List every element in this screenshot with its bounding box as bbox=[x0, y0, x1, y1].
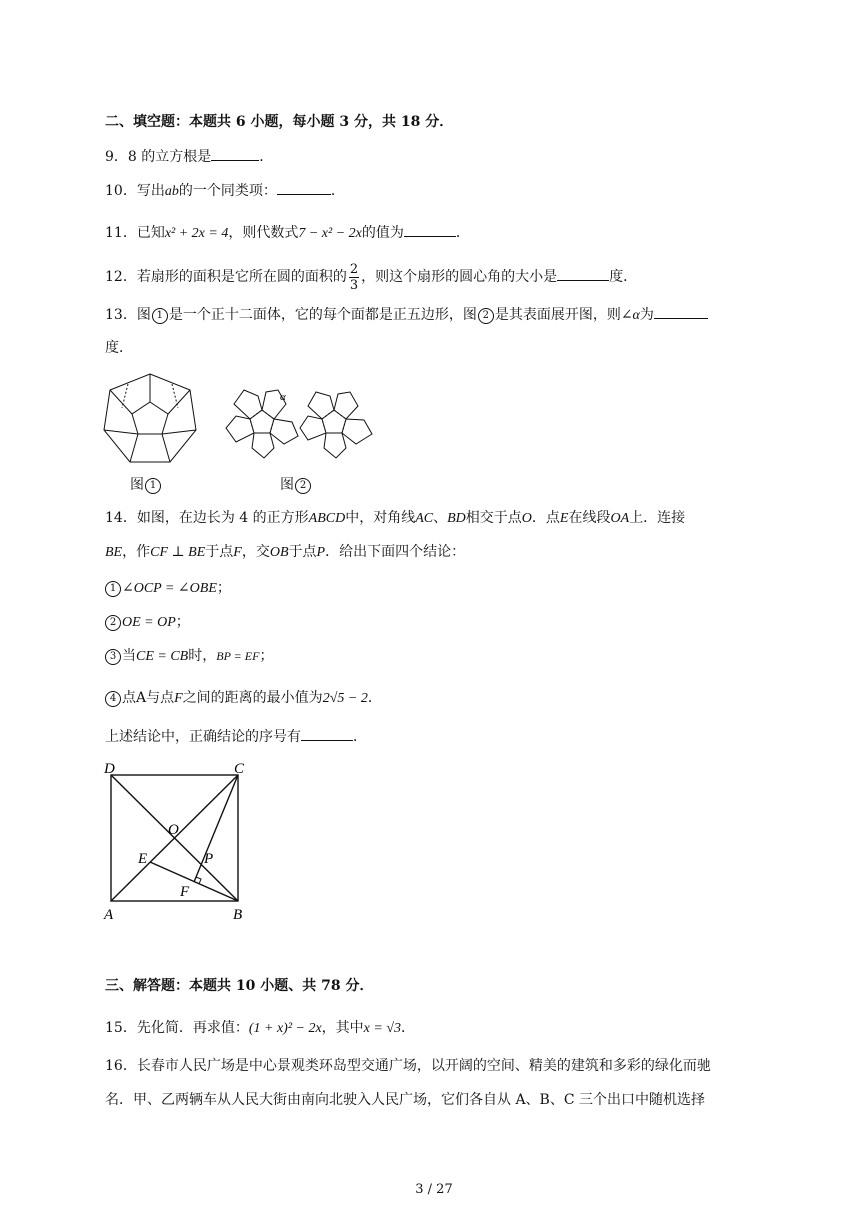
q9-number: 9． bbox=[105, 149, 128, 165]
circled-2: 2 bbox=[295, 478, 311, 494]
point-e: E bbox=[559, 511, 569, 526]
net-center-pentagon-left bbox=[250, 410, 274, 433]
question-15 bbox=[105, 1018, 415, 1039]
q14-text: ，作 bbox=[122, 544, 151, 560]
statement-end: ； bbox=[259, 648, 274, 664]
q11-pre: 已知 bbox=[136, 225, 165, 241]
q15-expression: (1 + x)² − 2x bbox=[248, 1021, 322, 1036]
dodecahedron-figure bbox=[100, 372, 200, 468]
q11-end: ． bbox=[455, 225, 470, 241]
angle-alpha: ∠α bbox=[620, 308, 640, 323]
q13-post: 是其表面展开图，则 bbox=[494, 307, 621, 323]
label-f: F bbox=[180, 884, 190, 900]
statement-1 bbox=[104, 578, 231, 599]
label-p: P bbox=[204, 851, 214, 867]
q13-mid: 是一个正十二面体，它的每个面都是正五边形，图 bbox=[168, 307, 477, 323]
figure-2-caption bbox=[280, 476, 312, 494]
q14-text: 上．连接 bbox=[629, 510, 686, 526]
segment-cf-line bbox=[194, 775, 238, 882]
statement-end: ； bbox=[216, 580, 231, 596]
circled-1: 1 bbox=[105, 581, 121, 597]
q14-text: ．给出下面四个结论： bbox=[325, 544, 466, 560]
q10-number: 10． bbox=[105, 183, 137, 199]
fraction-two-thirds bbox=[349, 262, 359, 293]
cf-perpendicular-be: CF ⊥ BE bbox=[150, 545, 206, 560]
diagonal-bd: BD bbox=[447, 511, 466, 526]
circled-2: 2 bbox=[105, 615, 121, 631]
statement-4 bbox=[104, 688, 382, 709]
q11-expression: 7 − x² − 2x bbox=[298, 226, 362, 241]
statement-1-formula: ∠OCP = ∠OBE bbox=[122, 581, 217, 596]
statement-end: ． bbox=[367, 690, 382, 706]
point-f: F bbox=[174, 691, 183, 706]
question-16-line1 bbox=[105, 1056, 711, 1076]
statement-3-formula: BP = EF bbox=[216, 649, 260, 663]
point-f: F bbox=[233, 545, 242, 560]
figure-1-caption bbox=[130, 476, 162, 494]
statement-end: ； bbox=[175, 614, 190, 630]
q12-post: ，则这个扇形的圆心角的大小是 bbox=[361, 269, 558, 285]
circled-3: 3 bbox=[105, 649, 121, 665]
q12-number: 12． bbox=[105, 269, 137, 285]
q10-expr: ab bbox=[164, 184, 179, 199]
question-14-line2 bbox=[105, 542, 465, 563]
page-number: 3 / 27 bbox=[415, 1182, 453, 1197]
section-2-heading: 二、填空题：本题共 6 小题，每小题 3 分，共 18 分． bbox=[105, 114, 454, 130]
q9-end: ． bbox=[259, 149, 274, 165]
net-petal bbox=[334, 392, 358, 419]
figure-2-label: 图 bbox=[280, 477, 294, 493]
statement-4-text: 点A与点 bbox=[122, 690, 175, 706]
q13-number: 13． bbox=[105, 307, 137, 323]
circled-2: 2 bbox=[478, 308, 494, 324]
statement-3-text: 当 bbox=[122, 648, 136, 664]
q11-mid: ，则代数式 bbox=[228, 225, 299, 241]
net-petal bbox=[234, 390, 262, 419]
question-12 bbox=[105, 258, 637, 296]
label-c: C bbox=[234, 761, 245, 777]
q12-pre: 若扇形的面积是它所在圆的面积的 bbox=[136, 269, 347, 285]
q14-number: 14． bbox=[105, 510, 137, 526]
square-abcd: ABCD bbox=[308, 511, 346, 526]
net-petal bbox=[226, 416, 254, 442]
q14-text: 如图，在边长为 4 的正方形 bbox=[136, 510, 309, 526]
statement-4-value: 2√5 − 2 bbox=[322, 691, 368, 706]
dodecahedron-net-figure bbox=[222, 376, 382, 466]
answer-blank[interactable] bbox=[404, 222, 456, 237]
net-center-pentagon-right bbox=[322, 410, 346, 433]
q14-summary-end: ． bbox=[353, 729, 367, 745]
question-11 bbox=[105, 222, 470, 244]
q16-text: 长春市人民广场是中心景观类环岛型交通广场，以开阔的空间、精美的建筑和多彩的绿化而驰 bbox=[136, 1058, 711, 1074]
q12-end: 度． bbox=[609, 269, 638, 285]
question-10 bbox=[105, 180, 345, 202]
segment-be: BE bbox=[105, 545, 123, 560]
question-13 bbox=[105, 304, 708, 326]
net-petal bbox=[308, 392, 334, 419]
q14-summary-text: 上述结论中，正确结论的序号有 bbox=[105, 729, 301, 745]
q14-text: 于点 bbox=[288, 544, 317, 560]
q14-text: 于点 bbox=[205, 544, 234, 560]
q11-number: 11． bbox=[105, 225, 137, 241]
answer-blank[interactable] bbox=[301, 726, 353, 741]
q15-end: ． bbox=[401, 1020, 416, 1036]
dodecahedron-front-face bbox=[132, 402, 168, 434]
fraction-numerator: 2 bbox=[349, 261, 359, 277]
net-petal bbox=[252, 433, 274, 458]
q11-condition: x² + 2x = 4 bbox=[164, 226, 229, 241]
figure-1-label: 图 bbox=[130, 477, 144, 493]
question-13-line2: 度． bbox=[105, 340, 133, 356]
net-petal bbox=[300, 416, 326, 440]
q14-text: 、 bbox=[433, 510, 448, 526]
answer-blank[interactable] bbox=[557, 266, 609, 281]
q10-end: ． bbox=[330, 183, 345, 199]
statement-3-formula: CE = CB bbox=[136, 649, 189, 664]
square-abcd-figure bbox=[100, 758, 260, 926]
q16-number: 16． bbox=[105, 1058, 137, 1074]
q15-text: ，其中 bbox=[321, 1020, 364, 1036]
answer-blank[interactable] bbox=[211, 146, 259, 161]
answer-blank[interactable] bbox=[654, 304, 708, 319]
q13-wei: 为 bbox=[639, 307, 654, 323]
question-16-line2: 名．甲、乙两辆车从人民大街由南向北驶入人民广场，它们各自从 A、B、C 三个出口中随机选择 bbox=[105, 1092, 706, 1108]
label-d: D bbox=[104, 761, 115, 777]
label-e: E bbox=[138, 851, 148, 867]
q11-post: 的值为 bbox=[361, 225, 404, 241]
section-3-heading: 三、解答题：本题共 10 小题、共 78 分． bbox=[105, 978, 374, 994]
net-petal bbox=[270, 419, 298, 444]
label-a: A bbox=[104, 907, 114, 923]
question-9 bbox=[105, 146, 273, 167]
q13-pre: 图 bbox=[136, 307, 151, 323]
q9-text: 8 的立方根是 bbox=[127, 149, 212, 165]
answer-blank[interactable] bbox=[277, 180, 331, 195]
label-o: O bbox=[168, 822, 179, 838]
fraction-denominator: 3 bbox=[349, 277, 359, 293]
q14-text: 在线段 bbox=[568, 510, 611, 526]
statement-2 bbox=[104, 612, 190, 633]
q14-summary bbox=[105, 726, 367, 747]
circled-1: 1 bbox=[145, 478, 161, 494]
statement-2-formula: OE = OP bbox=[122, 615, 176, 630]
circled-1: 1 bbox=[152, 308, 168, 324]
statement-3-text: 时， bbox=[188, 648, 217, 664]
segment-ob: OB bbox=[269, 545, 289, 560]
q14-text: 相交于点 bbox=[465, 510, 522, 526]
q10-post: 的一个同类项： bbox=[178, 183, 277, 199]
net-petal bbox=[324, 433, 346, 458]
circled-4: 4 bbox=[105, 691, 121, 707]
q14-text: ，交 bbox=[241, 544, 270, 560]
q15-value: x = √3 bbox=[363, 1021, 402, 1036]
q15-text: 先化简．再求值： bbox=[136, 1020, 249, 1036]
q14-text: 中，对角线 bbox=[345, 510, 416, 526]
statement-3 bbox=[104, 646, 273, 667]
point-p: P bbox=[316, 545, 326, 560]
q15-number: 15． bbox=[105, 1020, 137, 1036]
q10-pre: 写出 bbox=[136, 183, 165, 199]
segment-oa: OA bbox=[610, 511, 630, 526]
point-o: O bbox=[521, 511, 532, 526]
question-14-line1 bbox=[105, 508, 685, 529]
net-petal bbox=[342, 419, 372, 444]
q14-text: ．点 bbox=[531, 510, 560, 526]
diagonal-ac: AC bbox=[415, 511, 434, 526]
statement-4-text: 之间的距离的最小值为 bbox=[182, 690, 323, 706]
label-b: B bbox=[233, 907, 243, 923]
net-alpha-label: α bbox=[280, 391, 286, 403]
